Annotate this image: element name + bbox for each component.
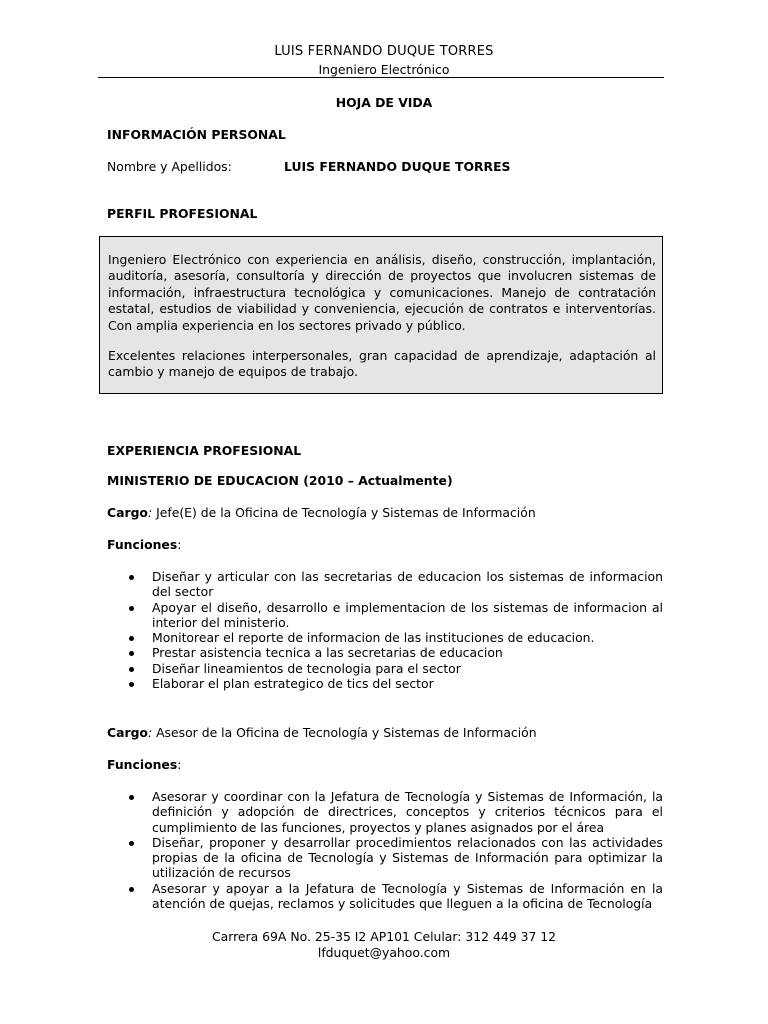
- name-value: LUIS FERNANDO DUQUE TORRES: [284, 159, 511, 174]
- funciones-colon: :: [177, 757, 182, 772]
- personal-info-heading: INFORMACIÓN PERSONAL: [107, 127, 286, 142]
- bullet-icon: [129, 636, 134, 641]
- position-1-functions-list: [107, 569, 663, 691]
- cargo-value: Asesor de la Oficina de Tecnología y Sistemas de Información: [152, 725, 537, 740]
- list-item-text: Prestar asistencia tecnica a las secretarias de educacion: [152, 645, 503, 661]
- position-2-cargo: [107, 725, 537, 740]
- footer-address: Carrera 69A No. 25-35 I2 AP101 Celular: 312 449 37 12: [211, 929, 557, 944]
- bullet-icon: [129, 606, 134, 611]
- document-title: HOJA DE VIDA: [335, 95, 433, 110]
- list-item: [107, 789, 663, 835]
- header-name: LUIS FERNANDO DUQUE TORRES: [274, 44, 494, 59]
- footer-email: lfduquet@yahoo.com: [317, 945, 451, 960]
- cargo-label: Cargo: [107, 725, 148, 740]
- list-item-text: Apoyar el diseño, desarrollo e implementacion de los sistemas de informacion al interior del ministerio.: [152, 599, 663, 630]
- list-item: [107, 630, 663, 645]
- cargo-label: Cargo: [107, 505, 148, 520]
- profile-paragraph-2: Excelentes relaciones interpersonales, gran capacidad de aprendizaje, adaptación al cambio y manejo de equipos de trabajo.: [108, 348, 656, 380]
- bullet-icon: [129, 682, 134, 687]
- profile-heading: PERFIL PROFESIONAL: [107, 206, 258, 221]
- profile-box: [99, 236, 663, 394]
- cargo-colon: :: [147, 725, 153, 740]
- cargo-colon: :: [147, 505, 153, 520]
- position-2-functions-list: [107, 789, 663, 911]
- name-label: Nombre y Apellidos:: [107, 159, 232, 174]
- list-item: [107, 645, 663, 660]
- list-item-text: Diseñar lineamientos de tecnologia para el sector: [152, 660, 461, 676]
- list-item: [107, 600, 663, 631]
- profile-paragraph-1: Ingeniero Electrónico con experiencia en análisis, diseño, construcción, implantación, auditoría, asesoría, consultoría y dirección de proyectos que involucren sistemas de información, infraestructura tecnológica y comunicaciones. Manejo de contratación estatal, estudios de viabilidad y conveniencia, ejecución de contratos e interventorías. Con amplia experiencia en los sectores privado y público.: [108, 252, 656, 333]
- bullet-icon: [129, 667, 134, 672]
- list-item-text: Asesorar y coordinar con la Jefatura de Tecnología y Sistemas de Información, la definición y adopción de directrices, conceptos y criterios técnicos para el cumplimiento de las funciones, proyectos y planes asignados por el área: [152, 789, 663, 835]
- list-item-text: Diseñar, proponer y desarrollar procedimientos relacionados con las actividades propias de la oficina de Tecnología y Sistemas de Información para optimizar la utilización de recursos: [152, 834, 663, 881]
- list-item: [107, 881, 663, 912]
- position-2-funciones: [107, 757, 181, 772]
- header-subtitle: Ingeniero Electrónico: [318, 62, 450, 77]
- cargo-value: Jefe(E) de la Oficina de Tecnología y Sistemas de Información: [152, 505, 536, 520]
- bullet-icon: [129, 841, 134, 846]
- bullet-icon: [129, 795, 134, 800]
- position-1-cargo: [107, 505, 536, 520]
- footer: [0, 929, 768, 961]
- bullet-icon: [129, 887, 134, 892]
- funciones-label: Funciones: [107, 537, 178, 552]
- list-item-text: Elaborar el plan estrategico de tics del sector: [152, 676, 434, 692]
- funciones-colon: :: [177, 537, 182, 552]
- bullet-icon: [129, 651, 134, 656]
- list-item-text: Diseñar y articular con las secretarias de educacion los sistemas de informacion del sector: [152, 569, 663, 600]
- experience-heading: EXPERIENCIA PROFESIONAL: [107, 443, 302, 458]
- list-item: [107, 835, 663, 881]
- list-item-text: Monitorear el reporte de informacion de las instituciones de educacion.: [152, 630, 595, 646]
- funciones-label: Funciones: [107, 757, 178, 772]
- list-item-text: Asesorar y apoyar a la Jefatura de Tecnología y Sistemas de Información en la atención de quejas, reclamos y solicitudes que lleguen a la oficina de Tecnología: [152, 880, 663, 912]
- employer-heading: MINISTERIO DE EDUCACION (2010 – Actualmente): [107, 473, 453, 488]
- position-1-funciones: [107, 537, 181, 552]
- list-item: [107, 661, 663, 676]
- list-item: [107, 569, 663, 600]
- bullet-icon: [129, 575, 134, 580]
- header-divider: [98, 77, 664, 78]
- list-item: [107, 676, 663, 691]
